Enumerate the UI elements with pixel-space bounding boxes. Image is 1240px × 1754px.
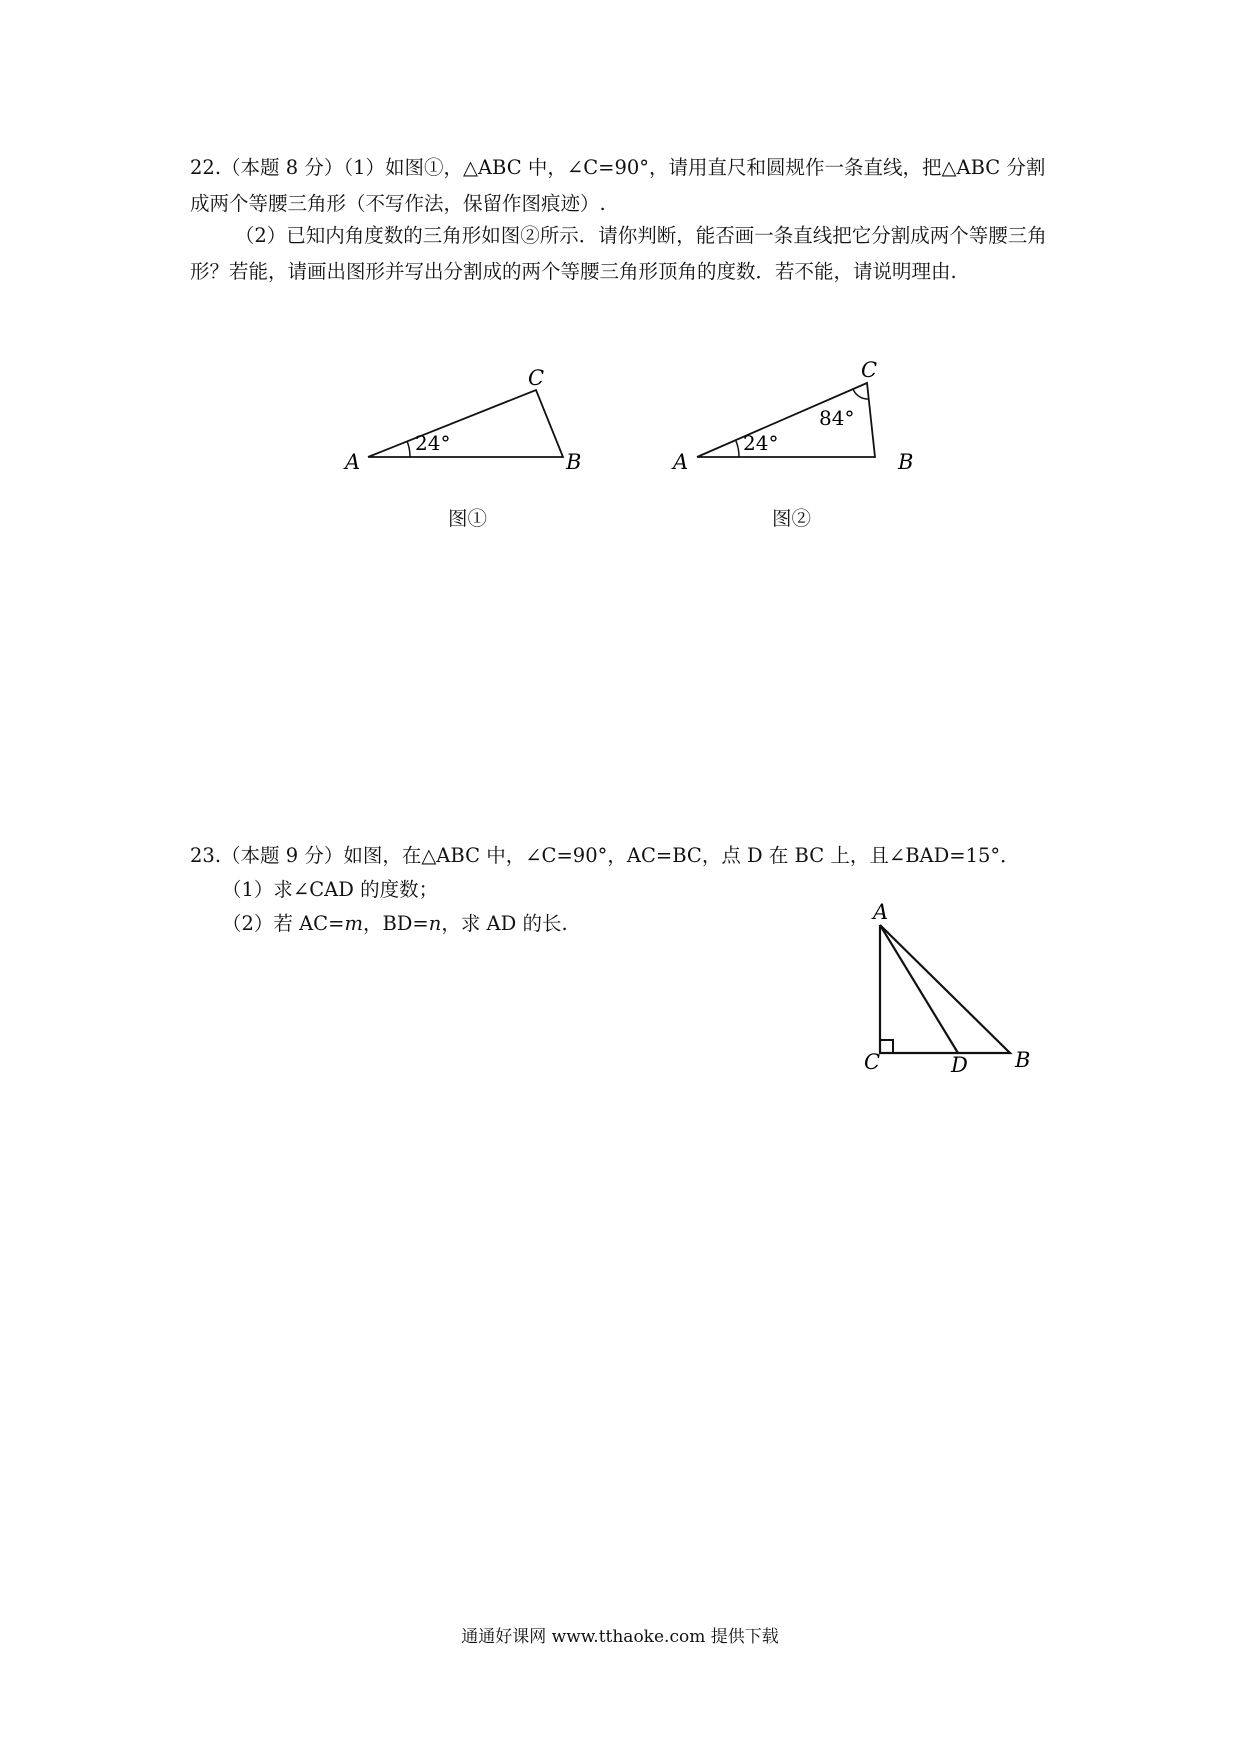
triangle-abc-3 <box>880 925 1010 1053</box>
triangle-figure-1 <box>340 355 600 475</box>
vertex-c-label-1: C <box>528 366 545 390</box>
angle-c-value-2: 84° <box>819 406 855 430</box>
q23-part2-prefix: （2）若 AC= <box>222 912 345 935</box>
angle-a-value-1: 24° <box>415 431 451 455</box>
q23-part2-suffix: ，求 AD 的长. <box>441 912 568 935</box>
figure-1-caption: 图① <box>448 507 488 530</box>
vertex-b-label-1: B <box>566 450 582 474</box>
figure-2 <box>665 355 935 475</box>
figure-3 <box>850 895 1040 1080</box>
q23-part2-text <box>222 906 568 942</box>
q23-part2-mid: ，BD= <box>362 912 429 935</box>
q23-part1-text: （1）求∠CAD 的度数； <box>222 878 439 901</box>
var-n: n <box>428 912 442 935</box>
vertex-c-label-3: C <box>864 1050 881 1074</box>
vertex-a-label-1: A <box>345 450 361 474</box>
angle-a-value-2: 24° <box>743 431 779 455</box>
angle-c-arc-2 <box>853 389 869 399</box>
vertex-c-label-2: C <box>861 358 878 382</box>
angle-a-arc-1 <box>407 441 410 457</box>
triangle-figure-2 <box>665 355 935 475</box>
page-footer: 通通好课网 www.tthaoke.com 提供下载 <box>461 1627 779 1647</box>
vertex-b-label-3: B <box>1015 1048 1031 1072</box>
q22-part2-text: （2）已知内角度数的三角形如图②所示．请你判断，能否画一条直线把它分割成两个等腰三角形？若能，请画出图形并写出分割成的两个等腰三角形顶角的度数．若不能，请说明理由. <box>190 224 1047 283</box>
triangle-figure-3 <box>850 895 1040 1080</box>
q22-part1-text: 22.（本题 8 分）（1）如图①，△ABC 中，∠C=90°，请用直尺和圆规作一条直线，把△ABC 分割成两个等腰三角形（不写作法，保留作图痕迹）. <box>190 156 1046 215</box>
q23-stem-text: 23.（本题 9 分）如图，在△ABC 中，∠C=90°，AC=BC，点 D 在 BC 上，且∠BAD=15°． <box>190 844 1020 867</box>
figure-1 <box>340 355 600 475</box>
figure-2-caption: 图② <box>772 507 812 530</box>
vertex-b-label-2: B <box>898 450 914 474</box>
right-angle-mark <box>880 1040 893 1053</box>
vertex-a-label-2: A <box>673 450 689 474</box>
triangle-abc-1 <box>368 390 563 457</box>
vertex-a-label-3: A <box>873 900 889 924</box>
vertex-d-label-3: D <box>951 1053 968 1077</box>
angle-a-arc-2 <box>736 441 739 457</box>
var-m: m <box>344 912 363 935</box>
